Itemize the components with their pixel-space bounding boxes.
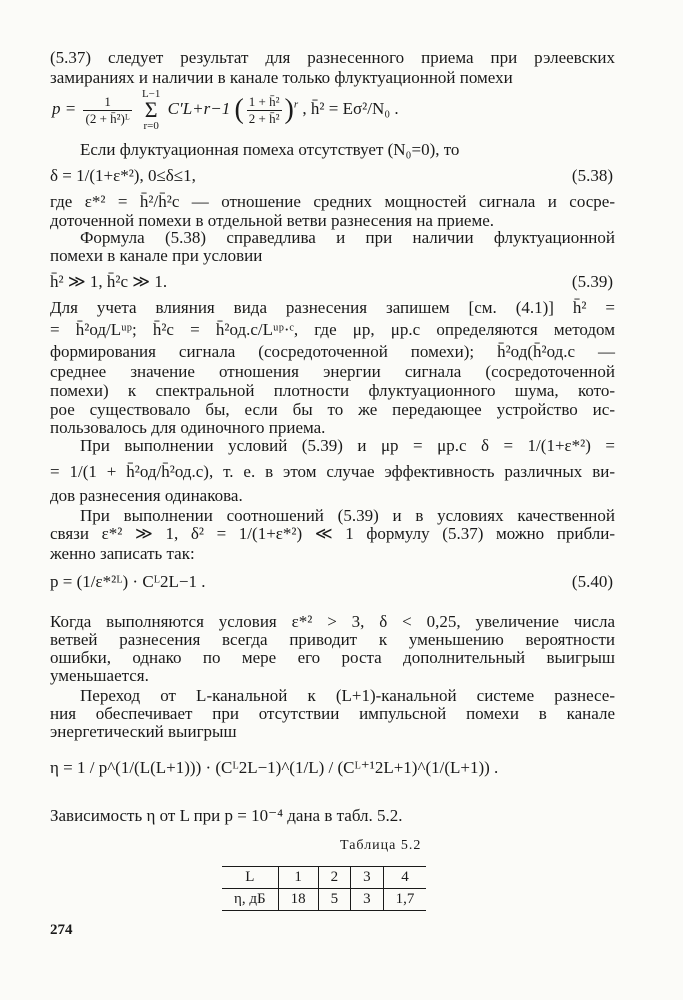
text-line: уменьшается. <box>50 666 149 685</box>
paren-open: ( <box>234 94 244 125</box>
table-cell: η, дБ <box>222 889 278 911</box>
table-cell: 2 <box>318 867 351 889</box>
equation-5-38: δ = 1/(1+ε*²), 0≤δ≤1, <box>50 166 196 185</box>
inner-numerator: 1 + h̄² <box>248 93 280 109</box>
equation-eta: η = 1 / p^(1/(L(L+1))) · (Cᴸ2L−1)^(1/L) / (Cᴸ⁺¹2L+1)^(1/(L+1)) . <box>50 758 499 777</box>
equation-5-37 <box>52 88 399 132</box>
eq-power: r <box>293 98 299 111</box>
text-line: ветвей разнесения всегда приводит к уменьшению вероятности <box>50 630 615 649</box>
text-line: (5.37) следует результат для разнесенного приема при рэлеевских <box>50 48 615 67</box>
text-line: пользовалось для одиночного приема. <box>50 418 326 437</box>
text-line: Если флуктуационная помеха отсутствует (N₀=0), то <box>80 140 460 159</box>
text-line: Когда выполняются условия ε*² > 3, δ < 0,25, увеличение числа <box>50 612 615 631</box>
eq-fraction <box>83 94 131 127</box>
text-line: = 1/(1 + h̄²од/h̄²од.c), т. е. в этом случае эффективность различных ви- <box>50 462 615 481</box>
equation-5-39: h̄² ≫ 1, h̄²c ≫ 1. <box>50 272 168 291</box>
table-cell: 1,7 <box>383 889 426 911</box>
table-row <box>222 889 426 911</box>
equation-number: (5.40) <box>571 572 613 591</box>
text-line: женно записать так: <box>50 544 195 563</box>
equation-number: (5.38) <box>571 166 613 185</box>
eq-lhs: p = <box>52 98 77 118</box>
table-cell: 18 <box>278 889 318 911</box>
page-number: 274 <box>50 922 73 938</box>
table-cell: 5 <box>318 889 351 911</box>
text-line: Для учета влияния вида разнесения запишем [см. (4.1)] h̄² = <box>50 298 615 317</box>
text-line: При выполнении условий (5.39) и μp = μp.c δ = 1/(1+ε*²) = <box>80 436 615 455</box>
text-line: связи ε*² ≫ 1, δ² = 1/(1+ε*²) ≪ 1 формулу (5.37) можно прибли- <box>50 524 615 543</box>
table-cell: 3 <box>351 867 384 889</box>
table-cell: L <box>222 867 278 889</box>
table-5-2 <box>222 866 426 911</box>
text-line: энергетический выигрыш <box>50 722 237 741</box>
text-line: замираниях и наличии в канале только флуктуационной помехи <box>50 68 513 87</box>
eq-denominator: (2 + h̄²)ᴸ <box>85 110 130 126</box>
text-line: помехи) к спектральной плотности флуктуационного шума, кото- <box>50 381 615 400</box>
text-line: Формула (5.38) справедлива и при наличии флуктуационной <box>80 228 615 247</box>
text-line: Переход от L-канальной к (L+1)-канальной системе разнесе- <box>80 686 615 705</box>
text-line: доточенной помехи в отдельной ветви разнесения на приеме. <box>50 211 495 230</box>
sum-lower: r=0 <box>143 120 159 132</box>
text-line: При выполнении соотношений (5.39) и в условиях качественной <box>80 506 615 525</box>
inner-denominator: 2 + h̄² <box>248 110 280 126</box>
sum-upper: L−1 <box>141 88 161 100</box>
text-line: ошибки, однако по мере его роста дополнительный выигрыш <box>50 648 615 667</box>
text-line: ния обеспечивает при отсутствии импульсной помехи в канале <box>50 704 615 723</box>
paren-close: ) <box>284 94 294 125</box>
eq-rhs: , h̄² = Eσ²/N₀ . <box>302 98 399 118</box>
table-cell: 4 <box>383 867 426 889</box>
table-cell: 3 <box>351 889 384 911</box>
table-header-row <box>222 867 426 889</box>
sum-limits <box>142 88 160 132</box>
text-line: помехи в канале при условии <box>50 246 263 265</box>
text-line: рое существовало бы, если бы то же передающее устройство ис- <box>50 400 615 419</box>
eq-numerator: 1 <box>83 94 131 111</box>
eq-term: C′L+r−1 <box>167 98 231 118</box>
equation-number: (5.39) <box>571 272 613 291</box>
text-line: = h̄²од/Lᵘᵖ; h̄²c = h̄²од.c/Lᵘᵖ·ᶜ, где μp, μp.c определяются методом <box>50 320 615 339</box>
table-cell: 1 <box>278 867 318 889</box>
sigma-symbol: Σ <box>144 97 158 122</box>
text-line: где ε*² = h̄²/h̄²c — отношение средних мощностей сигнала и сосре- <box>50 192 615 211</box>
text-line: среднее значение отношения энергии сигнала (сосредоточенной <box>50 362 615 381</box>
table-caption: Таблица 5.2 <box>340 838 422 853</box>
inner-fraction <box>247 94 282 127</box>
text-line: формирования сигнала (сосредоточенной помехи); h̄²од(h̄²од.c — <box>50 342 615 361</box>
text-line: дов разнесения одинакова. <box>50 486 243 505</box>
text-line: Зависимость η от L при p = 10⁻⁴ дана в табл. 5.2. <box>50 806 403 825</box>
equation-5-40: p = (1/ε*²ᴸ) · Cᴸ2L−1 . <box>50 572 206 591</box>
